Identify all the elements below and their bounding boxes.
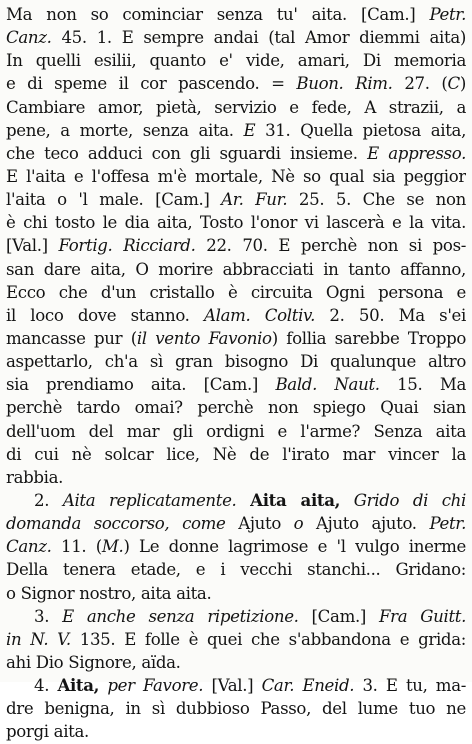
italic-text: Bald. Naut.	[275, 375, 380, 395]
italic-text: E anche senza ripetizione.	[62, 606, 299, 626]
text-segment: 22. 70. E perchè non si pos-	[195, 236, 466, 256]
text-segment: perchè tardo omai? perchè non spiego Quai sian	[6, 398, 466, 418]
italic-text: Canz.	[6, 28, 52, 48]
text-segment: san dare aita, O morire abbracciati in tanto affanno,	[6, 259, 466, 279]
text-segment: Ajuto	[225, 514, 294, 534]
text-segment: In quelli esilii, quanto e' vide, amari, Di memoria	[6, 51, 466, 71]
italic-text: Buon. Rim.	[296, 74, 393, 94]
text-line	[6, 512, 466, 535]
text-segment: ) follia sarebbe Troppo	[271, 328, 466, 348]
text-segment: 11. (	[51, 537, 102, 557]
text-segment: sia prendiamo aita. [Cam.]	[6, 375, 276, 395]
text-segment: )	[459, 74, 466, 94]
text-segment: 45. 1. E sempre andai (tal Amor diemmi aita)	[51, 28, 466, 48]
text-line	[6, 466, 466, 489]
text-line	[6, 535, 466, 558]
italic-text: in N. V.	[6, 629, 71, 649]
text-line	[6, 350, 466, 373]
text-segment: 4.	[34, 676, 58, 696]
text-line	[6, 651, 466, 674]
text-segment: e di speme il cor pascendo. =	[6, 74, 297, 94]
italic-text: E appresso.	[367, 143, 466, 163]
text-segment	[340, 491, 354, 510]
italic-text: Fortig. Ricciard.	[58, 236, 196, 256]
italic-text: Petr.	[429, 5, 466, 24]
text-line	[6, 697, 466, 720]
text-segment: che teco adduci con gli sguardi insieme.	[6, 143, 368, 163]
text-line	[6, 234, 466, 257]
text-segment: 2. 50. Ma s'ei	[315, 305, 466, 325]
text-line	[6, 211, 466, 234]
text-segment: pene, a morte, senza aita.	[6, 120, 244, 140]
text-segment: Della tenera etade, e i vecchi stanchi... Gridano:	[6, 560, 466, 580]
text-segment: dre benigna, in sì dubbioso Passo, del lume tuo ne	[6, 699, 466, 719]
italic-text: E	[243, 120, 256, 140]
italic-text: Car. Eneid.	[261, 676, 355, 696]
text-segment: dell'uom del mar gli ordigni e l'arme? Senza aita	[6, 421, 466, 441]
text-segment: ) Le donne lagrimose e 'l vulgo inerme	[123, 537, 466, 557]
text-line	[6, 628, 466, 651]
text-segment: rabbia.	[6, 467, 64, 487]
italic-text: M.	[101, 537, 124, 557]
italic-text: Grido di chi	[353, 490, 466, 510]
text-segment: 31. Quella pietosa aita,	[255, 120, 466, 140]
text-segment: di cui nè solcar lice, Nè de l'irato mar vincer la	[6, 444, 466, 464]
text-line	[6, 142, 466, 165]
bold-headword: Aita,	[57, 675, 100, 696]
italic-text: Petr.	[429, 514, 466, 534]
text-segment: 27. (	[392, 74, 448, 94]
text-line	[6, 674, 466, 697]
text-segment: Cambiare amor, pietà, servizio e fede, A strazii, a	[6, 97, 466, 117]
text-segment: è chi tosto le dia aita, Tosto l'onor vi lascerà e la vita.	[6, 213, 466, 233]
text-line	[6, 304, 466, 327]
text-line	[6, 582, 466, 605]
italic-text: Aita replicatamente.	[62, 490, 237, 510]
italic-text: Fra Guitt.	[378, 606, 466, 626]
bold-headword: Aita aita,	[250, 489, 341, 510]
text-line	[6, 72, 466, 95]
text-segment: o Signor nostro, aita aita.	[6, 583, 212, 603]
italic-text: domanda soccorso, come	[6, 514, 226, 534]
text-line	[6, 96, 466, 119]
text-line	[6, 3, 466, 26]
text-line	[6, 49, 466, 72]
text-segment: [Val.]	[6, 236, 59, 256]
text-line	[6, 26, 466, 49]
italic-text: il vento Favonio	[136, 328, 272, 348]
text-segment: ahi Dio Signore, aïda.	[6, 652, 181, 672]
italic-text: C	[447, 74, 460, 94]
text-line	[6, 258, 466, 281]
text-line	[6, 489, 466, 512]
text-line	[6, 165, 466, 188]
italic-text: Canz.	[6, 537, 52, 557]
text-segment: il loco dove stanno.	[6, 305, 204, 325]
text-line	[6, 720, 466, 743]
text-line	[6, 373, 466, 396]
text-line	[6, 119, 466, 142]
text-segment: 25. 5. Che se non	[287, 190, 466, 210]
text-segment: Ajuto ajuto.	[303, 514, 430, 534]
text-segment: aspettarlo, ch'a sì gran bisogno Di qualunque altro	[6, 352, 466, 372]
italic-text: per Favore.	[107, 676, 204, 696]
text-segment: 135. E folle è quei che s'abbandona e grida:	[70, 629, 466, 649]
text-segment: Ecco che d'un cristallo è circuita Ogni persona e	[6, 282, 466, 302]
text-segment: l'aita o 'l male. [Cam.]	[6, 190, 222, 210]
text-segment: Ma non so cominciar senza tu' aita. [Cam.]	[6, 5, 430, 24]
italic-text: o	[293, 514, 304, 534]
text-line	[6, 605, 466, 628]
text-segment: 3. E tu, ma-	[354, 676, 466, 696]
text-segment: 2.	[34, 490, 63, 510]
text-line	[6, 420, 466, 443]
text-line	[6, 558, 466, 581]
text-line	[6, 396, 466, 419]
italic-text: Ar. Fur.	[221, 190, 288, 210]
text-segment: E l'aita e l'offesa m'è mortale, Nè so qual sia peggior	[6, 166, 466, 186]
text-line	[6, 188, 466, 211]
text-line	[6, 281, 466, 304]
text-line	[6, 327, 466, 350]
italic-text: Alam. Coltiv.	[203, 305, 316, 325]
text-segment: [Cam.]	[298, 606, 379, 626]
dictionary-entry-text	[6, 3, 466, 744]
text-segment: 15. Ma	[379, 375, 466, 395]
text-segment: 3.	[34, 606, 63, 626]
text-segment: [Val.]	[203, 676, 262, 696]
text-segment: mancasse pur (	[6, 328, 137, 348]
text-segment	[236, 491, 250, 510]
text-segment: porgi aita.	[6, 722, 89, 742]
text-line	[6, 443, 466, 466]
